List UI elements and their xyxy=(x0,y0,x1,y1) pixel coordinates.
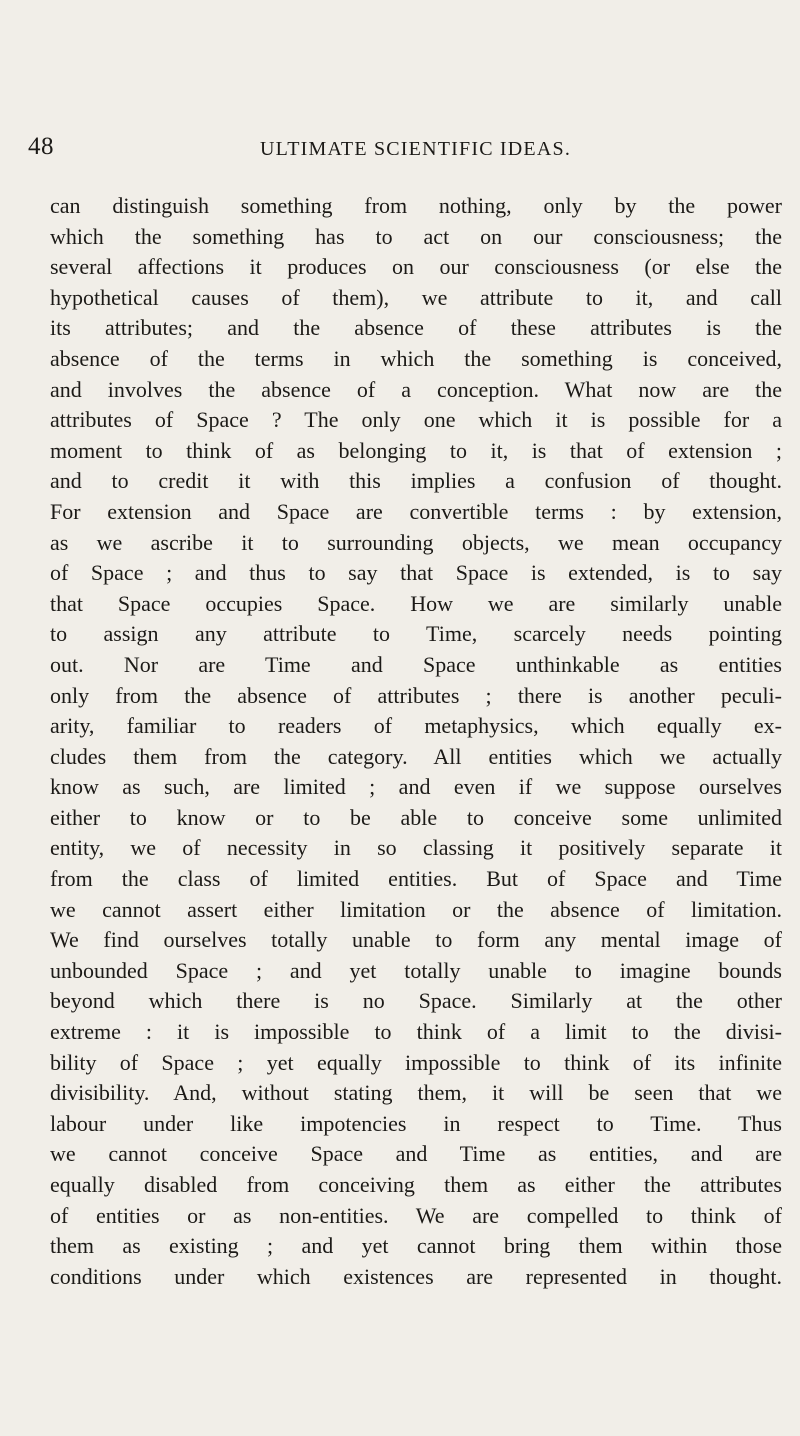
text-line: bility of Space ; yet equally impossible to think of its infinite xyxy=(50,1049,782,1075)
text-line: conditions under which existences are represented in thought. xyxy=(50,1263,782,1289)
text-line: absence of the terms in which the something is conceived, xyxy=(50,345,782,371)
text-line: divisibility. And, without stating them, it will be seen that we xyxy=(50,1080,782,1106)
page-number: 48 xyxy=(28,133,54,160)
text-line: For extension and Space are convertible terms : by extension, xyxy=(50,498,782,524)
text-line: equally disabled from conceiving them as either the attributes xyxy=(50,1172,782,1197)
text-line: know as such, are limited ; and even if we suppose ourselves xyxy=(50,774,782,800)
text-line: entity, we of necessity in so classing it positively separate it xyxy=(50,835,782,861)
text-line: only from the absence of attributes ; there is another peculi- xyxy=(50,682,782,708)
text-line: extreme : it is impossible to think of a limit to the divisi- xyxy=(50,1019,782,1045)
text-line: arity, familiar to readers of metaphysics, which equally ex- xyxy=(50,713,782,739)
text-line: to assign any attribute to Time, scarcely needs pointing xyxy=(50,621,782,647)
text-line: of entities or as non-entities. We are compelled to think of xyxy=(50,1202,782,1228)
text-line: its attributes; and the absence of these attributes is the xyxy=(50,315,782,341)
running-head xyxy=(0,133,800,169)
text-line: and involves the absence of a conception. What now are the xyxy=(50,376,782,402)
text-line: either to know or to be able to conceive some unlimited xyxy=(50,804,782,830)
text-line: hypothetical causes of them), we attribute to it, and call xyxy=(50,284,782,310)
text-line: we cannot conceive Space and Time as entities, and are xyxy=(50,1141,782,1167)
text-line: several affections it produces on our consciousness (or else the xyxy=(50,254,782,280)
text-line: can distinguish something from nothing, only by the power xyxy=(50,193,782,218)
text-line: unbounded Space ; and yet totally unable to imagine bounds xyxy=(50,957,782,983)
running-title: ULTIMATE SCIENTIFIC IDEAS. xyxy=(260,138,572,160)
text-line: that Space occupies Space. How we are similarly unable xyxy=(50,590,782,616)
text-line: and to credit it with this implies a confusion of thought. xyxy=(50,468,782,494)
text-line: cludes them from the category. All entities which we actually xyxy=(50,743,782,769)
text-line: we cannot assert either limitation or the absence of limitation. xyxy=(50,896,782,922)
text-line: which the something has to act on our consciousness; the xyxy=(50,223,782,249)
text-line: We find ourselves totally unable to form any mental image of xyxy=(50,927,782,953)
text-line: of Space ; and thus to say that Space is extended, is to say xyxy=(50,560,782,586)
body-text xyxy=(50,191,782,1292)
text-line: from the class of limited entities. But of Space and Time xyxy=(50,866,782,892)
text-line: moment to think of as belonging to it, is that of extension ; xyxy=(50,437,782,463)
text-line: attributes of Space ? The only one which it is possible for a xyxy=(50,407,782,433)
text-line: beyond which there is no Space. Similarly at the other xyxy=(50,988,782,1014)
text-line: out. Nor are Time and Space unthinkable as entities xyxy=(50,651,782,677)
text-line: as we ascribe it to surrounding objects, we mean occupancy xyxy=(50,529,782,555)
text-line: labour under like impotencies in respect to Time. Thus xyxy=(50,1110,782,1136)
text-line: them as existing ; and yet cannot bring them within those xyxy=(50,1233,782,1259)
